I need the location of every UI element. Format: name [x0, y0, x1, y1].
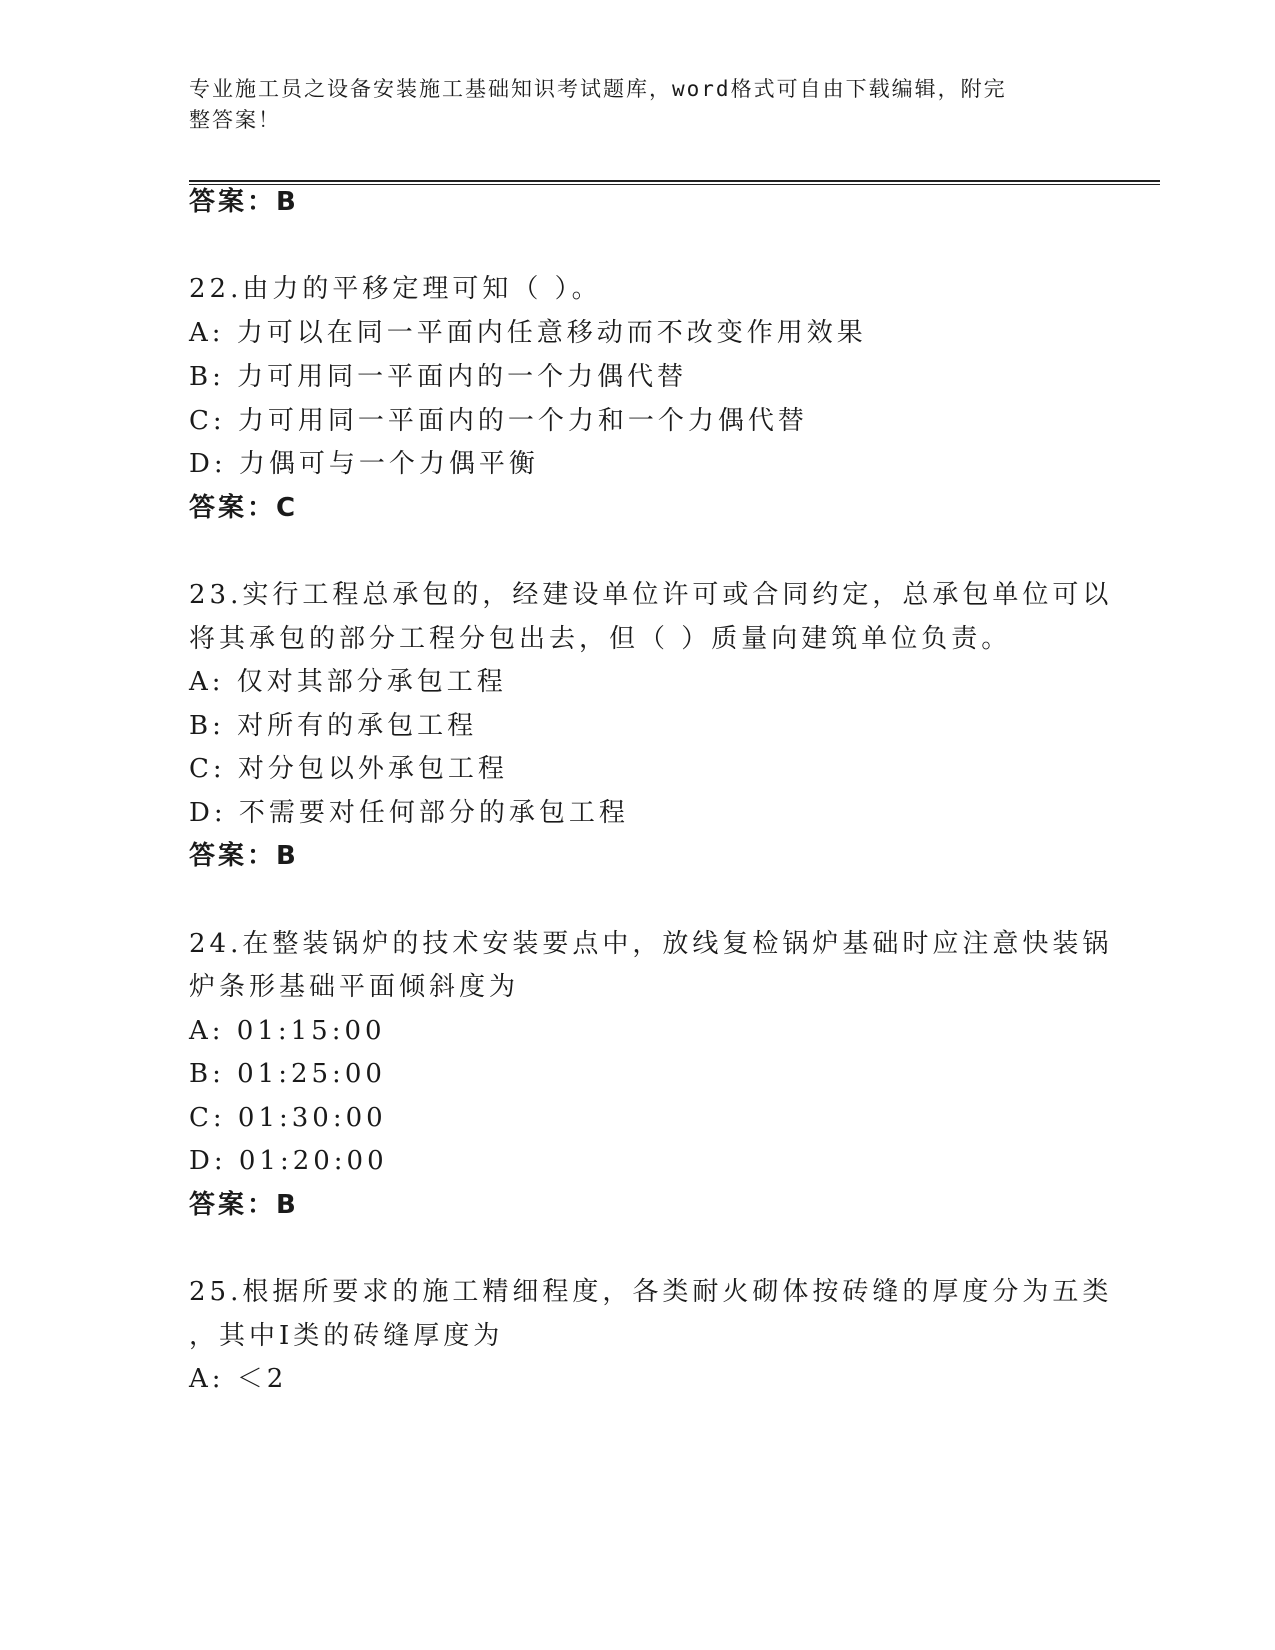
q24-answer: 答案：B	[189, 1190, 299, 1220]
q22-option-b: B: 力可用同一平面内的一个力偶代替	[189, 362, 688, 392]
q23-answer: 答案：B	[189, 841, 299, 871]
q25-stem-line1: 25.根据所要求的施工精细程度，各类耐火砌体按砖缝的厚度分为五类	[189, 1277, 1113, 1307]
header-divider-thin	[189, 184, 1160, 185]
q23-option-a: A: 仅对其部分承包工程	[189, 667, 507, 697]
q23-option-c: C: 对分包以外承包工程	[189, 754, 508, 784]
document-header	[189, 74, 1069, 136]
header-divider-thick	[189, 180, 1160, 182]
q23-stem-line1: 23.实行工程总承包的，经建设单位许可或合同约定，总承包单位可以	[189, 580, 1113, 610]
q22-option-d: D: 力偶可与一个力偶平衡	[189, 449, 539, 479]
q22-stem-line1: 22.由力的平移定理可知（ ）。	[189, 274, 602, 304]
q23-stem-line2: 将其承包的部分工程分包出去，但（ ）质量向建筑单位负责。	[189, 624, 1012, 654]
q24-stem-line1: 24.在整装锅炉的技术安装要点中，放线复检锅炉基础时应注意快装锅	[189, 929, 1113, 959]
q23-option-b: B: 对所有的承包工程	[189, 711, 478, 741]
q24-option-c: C: 01:30:00	[189, 1103, 387, 1133]
q22-option-a: A: 力可以在同一平面内任意移动而不改变作用效果	[189, 318, 867, 348]
header-title-line2: 整答案！	[189, 108, 281, 132]
q22-option-c: C: 力可用同一平面内的一个力和一个力偶代替	[189, 406, 808, 436]
q24-option-d: D: 01:20:00	[189, 1146, 388, 1176]
header-title-line1: 专业施工员之设备安装施工基础知识考试题库，word格式可自由下载编辑，附完	[189, 77, 1007, 101]
q25-option-a: A: ＜2	[189, 1364, 288, 1394]
q24-option-a: A: 01:15:00	[189, 1016, 386, 1046]
q22-answer: 答案：C	[189, 493, 299, 523]
q24-option-b: B: 01:25:00	[189, 1059, 386, 1089]
q25-stem-line2: ，其中Ⅰ类的砖缝厚度为	[189, 1321, 504, 1351]
prev-answer: 答案：B	[189, 187, 299, 217]
q24-stem-line2: 炉条形基础平面倾斜度为	[189, 972, 520, 1002]
q23-option-d: D: 不需要对任何部分的承包工程	[189, 798, 629, 828]
